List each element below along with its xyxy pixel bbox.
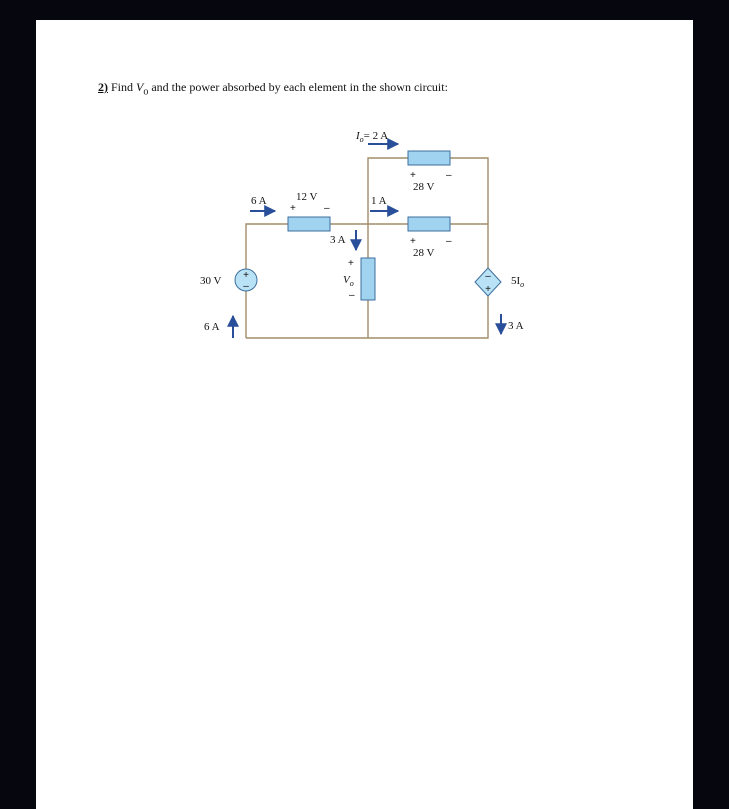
question-text: 2) Find $V_o$ and the power absorbed by each element in the shown circuit: [98, 80, 448, 98]
middle-resistor-voltage: 28 V [413, 247, 435, 259]
svg-text:–: – [243, 281, 249, 292]
resistor-left [288, 217, 330, 231]
vertical-branch-current: 3 A [330, 234, 346, 246]
dependent-source-label: $5I_o$ [511, 275, 525, 289]
middle-resistor-plus: + [410, 236, 416, 247]
wires [246, 158, 488, 338]
top-resistor-plus: + [410, 170, 416, 181]
top-resistor-voltage: 28 V [413, 181, 435, 193]
svg-text:–: – [485, 271, 491, 282]
io-label: $I_o= 2$ A [356, 130, 389, 144]
resistor-top [408, 151, 450, 165]
vo-minus: – [349, 290, 355, 301]
question-number: 2) [98, 80, 108, 94]
source-voltage: 30 V [200, 275, 222, 287]
resistor-middle [408, 217, 450, 231]
left-branch-current: 6 A [251, 195, 267, 207]
vo-label: $V_o$ [343, 274, 354, 288]
svg-text:+: + [243, 270, 249, 281]
left-resistor-minus: – [324, 203, 330, 214]
left-resistor-voltage: 12 V [296, 191, 318, 203]
resistor-vertical [361, 258, 375, 300]
middle-branch-current: 1 A [371, 195, 387, 207]
vo-plus: + [348, 258, 354, 269]
right-branch-current: 3 A [508, 320, 524, 332]
dependent-voltage-source [475, 268, 501, 296]
wire-right-top [450, 224, 488, 268]
source-current: 6 A [204, 321, 220, 333]
wire-upper-right [450, 158, 488, 224]
wire-bottom [246, 296, 488, 338]
middle-resistor-minus: – [446, 236, 452, 247]
left-resistor-plus: + [290, 203, 296, 214]
voltage-source [235, 269, 257, 292]
top-resistor-minus: – [446, 170, 452, 181]
wire-upper-left [368, 158, 408, 224]
svg-text:+: + [485, 284, 491, 295]
